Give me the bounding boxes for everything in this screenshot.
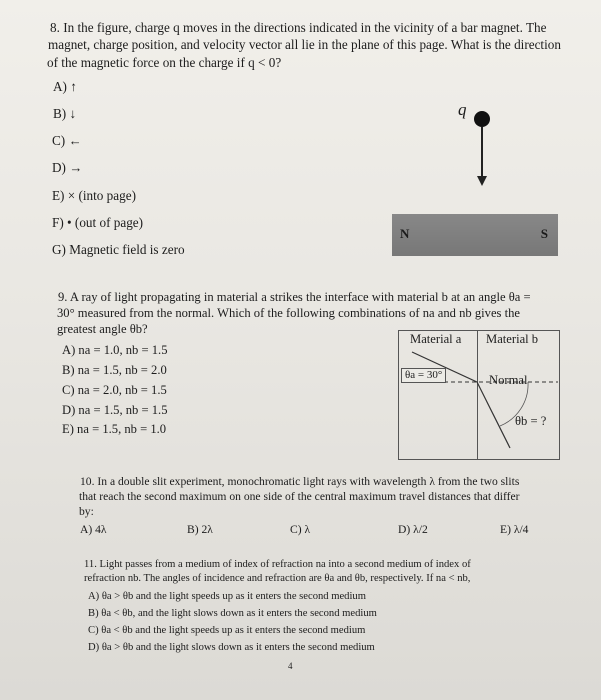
q8-option-f: F) • (out of page)	[52, 215, 144, 230]
q10-option-b: B) 2λ	[187, 523, 213, 536]
q8-option-g: G) Magnetic field is zero	[52, 242, 185, 257]
theta-a-label: θa = 30°	[401, 368, 446, 383]
normal-label: Normal	[489, 373, 528, 387]
page-number: 4	[288, 661, 293, 671]
q9-option-e: E) na = 1.5, nb = 1.0	[62, 422, 167, 436]
q11-text-line-2: refraction nb. The angles of incidence and refraction are θa and θb, respectively. If na < nb,	[84, 573, 471, 584]
q9-text-line-3: greatest angle θb?	[57, 322, 148, 336]
q8-option-a: A) ↑	[53, 79, 77, 94]
q10-option-d: D) λ/2	[398, 523, 428, 536]
velocity-arrowhead	[477, 176, 487, 186]
q10-text-line-3: by:	[79, 505, 94, 518]
magnet-north-label: N	[400, 226, 410, 241]
ray-geometry	[398, 330, 560, 460]
charge-dot	[474, 111, 490, 127]
q8-option-e: E) × (into page)	[52, 188, 136, 203]
q11-option-a: A) θa > θb and the light speeds up as it enters the second medium	[88, 591, 366, 602]
bar-magnet	[392, 214, 558, 256]
q9-text-line-1: 9. A ray of light propagating in material a strikes the interface with material b at an angle θa =	[58, 290, 531, 304]
q9-option-c: C) na = 2.0, nb = 1.5	[62, 383, 167, 397]
q10-option-c: C) λ	[290, 523, 311, 536]
charge-velocity-figure	[466, 108, 496, 194]
q10-option-e: E) λ/4	[500, 523, 529, 536]
q9-text-line-2: 30° measured from the normal. Which of the following combinations of na and nb gives the	[57, 306, 520, 320]
q11-option-b: B) θa < θb, and the light slows down as it enters the second medium	[88, 608, 377, 619]
q9-option-b: B) na = 1.5, nb = 2.0	[62, 363, 167, 377]
q10-text-line-1: 10. In a double slit experiment, monochromatic light rays with wavelength λ from the two slits	[80, 475, 520, 488]
q8-text-line-3: of the magnetic force on the charge if q < 0?	[47, 55, 282, 70]
q11-text-line-1: 11. Light passes from a medium of index of refraction na into a second medium of index of	[84, 559, 471, 570]
magnet-south-label: S	[540, 226, 548, 241]
q8-text-line-2: magnet, charge position, and velocity vector all lie in the plane of this page. What is the direction	[48, 37, 561, 52]
q10-text-line-2: that reach the second maximum on one side of the central maximum travel distances that differ	[79, 490, 520, 503]
q11-option-c: C) θa < θb and the light speeds up as it enters the second medium	[88, 625, 366, 636]
q9-option-a: A) na = 1.0, nb = 1.5	[62, 343, 168, 357]
refracted-ray	[477, 382, 510, 448]
material-b-label: Material b	[486, 332, 539, 346]
q10-option-a: A) 4λ	[80, 523, 107, 536]
q8-option-b: B) ↓	[53, 106, 77, 121]
theta-b-label: θb = ?	[515, 414, 547, 428]
material-a-label: Material a	[410, 332, 462, 346]
q8-option-c: C) ←	[52, 133, 82, 148]
q9-option-d: D) na = 1.5, nb = 1.5	[62, 403, 168, 417]
charge-label: q	[458, 100, 467, 119]
q11-option-d: D) θa > θb and the light slows down as it enters the second medium	[88, 642, 375, 653]
q8-text-line-1: 8. In the figure, charge q moves in the directions indicated in the vicinity of a bar magnet. The	[50, 20, 547, 35]
q8-option-d: D) →	[52, 160, 83, 175]
